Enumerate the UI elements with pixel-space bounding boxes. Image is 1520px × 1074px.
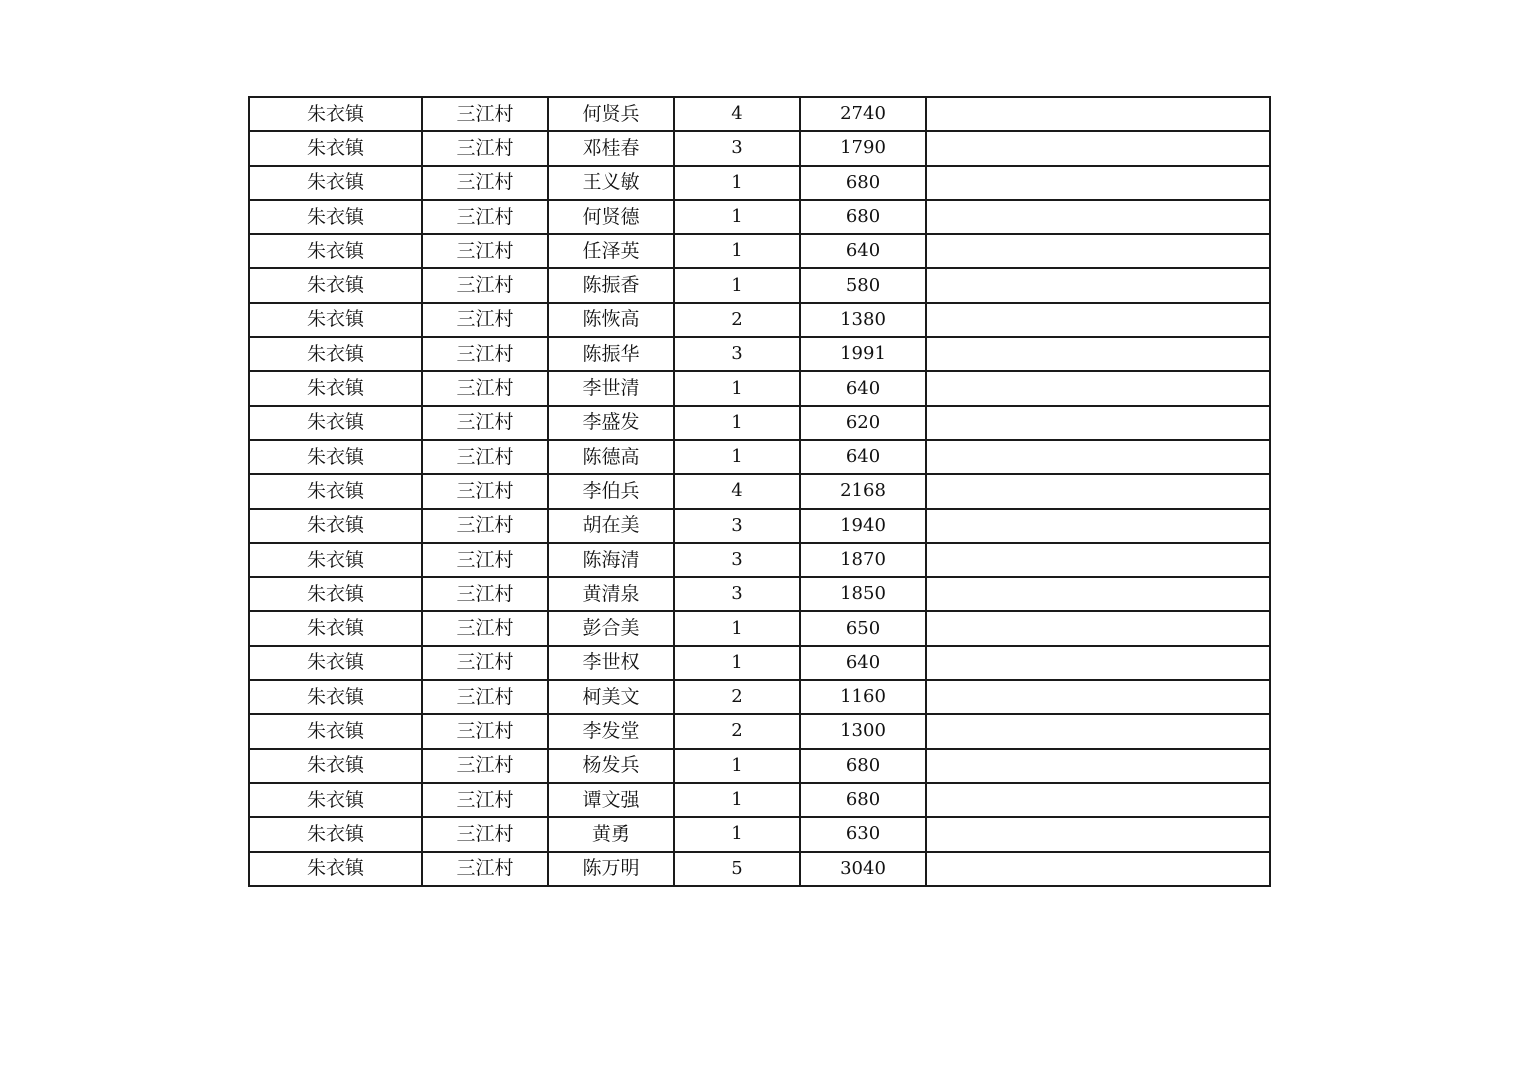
cell-count: 1 bbox=[674, 646, 800, 680]
cell-amount: 650 bbox=[800, 611, 926, 645]
cell-amount: 640 bbox=[800, 440, 926, 474]
cell-count: 4 bbox=[674, 97, 800, 131]
cell-town: 朱衣镇 bbox=[249, 337, 422, 371]
cell-count: 1 bbox=[674, 783, 800, 817]
cell-village: 三江村 bbox=[422, 817, 548, 851]
cell-amount: 640 bbox=[800, 234, 926, 268]
cell-town: 朱衣镇 bbox=[249, 268, 422, 302]
cell-count: 1 bbox=[674, 440, 800, 474]
cell-name: 李发堂 bbox=[548, 714, 674, 748]
cell-note bbox=[926, 371, 1270, 405]
cell-count: 1 bbox=[674, 817, 800, 851]
cell-count: 2 bbox=[674, 680, 800, 714]
cell-village: 三江村 bbox=[422, 268, 548, 302]
cell-village: 三江村 bbox=[422, 406, 548, 440]
cell-name: 杨发兵 bbox=[548, 749, 674, 783]
cell-note bbox=[926, 200, 1270, 234]
data-table bbox=[248, 96, 1271, 887]
cell-name: 黄清泉 bbox=[548, 577, 674, 611]
cell-amount: 1850 bbox=[800, 577, 926, 611]
table-row bbox=[249, 474, 1270, 508]
cell-village: 三江村 bbox=[422, 509, 548, 543]
cell-name: 陈振华 bbox=[548, 337, 674, 371]
cell-village: 三江村 bbox=[422, 234, 548, 268]
cell-count: 1 bbox=[674, 234, 800, 268]
cell-amount: 620 bbox=[800, 406, 926, 440]
table-row bbox=[249, 852, 1270, 886]
cell-count: 1 bbox=[674, 268, 800, 302]
table-row bbox=[249, 371, 1270, 405]
cell-note bbox=[926, 817, 1270, 851]
cell-amount: 680 bbox=[800, 200, 926, 234]
cell-amount: 1870 bbox=[800, 543, 926, 577]
cell-note bbox=[926, 646, 1270, 680]
cell-village: 三江村 bbox=[422, 200, 548, 234]
cell-village: 三江村 bbox=[422, 611, 548, 645]
table-body bbox=[249, 97, 1270, 886]
cell-name: 王义敏 bbox=[548, 166, 674, 200]
cell-amount: 680 bbox=[800, 749, 926, 783]
cell-village: 三江村 bbox=[422, 783, 548, 817]
cell-amount: 1940 bbox=[800, 509, 926, 543]
cell-village: 三江村 bbox=[422, 474, 548, 508]
cell-name: 谭文强 bbox=[548, 783, 674, 817]
table-row bbox=[249, 543, 1270, 577]
table-row bbox=[249, 680, 1270, 714]
cell-town: 朱衣镇 bbox=[249, 234, 422, 268]
cell-name: 李世清 bbox=[548, 371, 674, 405]
cell-amount: 580 bbox=[800, 268, 926, 302]
table-row bbox=[249, 166, 1270, 200]
cell-name: 彭合美 bbox=[548, 611, 674, 645]
cell-village: 三江村 bbox=[422, 131, 548, 165]
cell-note bbox=[926, 577, 1270, 611]
cell-note bbox=[926, 714, 1270, 748]
cell-amount: 680 bbox=[800, 166, 926, 200]
cell-note bbox=[926, 406, 1270, 440]
cell-note bbox=[926, 680, 1270, 714]
cell-note bbox=[926, 97, 1270, 131]
cell-count: 5 bbox=[674, 852, 800, 886]
cell-amount: 680 bbox=[800, 783, 926, 817]
cell-town: 朱衣镇 bbox=[249, 543, 422, 577]
cell-note bbox=[926, 131, 1270, 165]
cell-name: 陈万明 bbox=[548, 852, 674, 886]
cell-note bbox=[926, 749, 1270, 783]
table-row bbox=[249, 440, 1270, 474]
cell-name: 陈振香 bbox=[548, 268, 674, 302]
cell-amount: 1380 bbox=[800, 303, 926, 337]
table-row bbox=[249, 783, 1270, 817]
cell-count: 3 bbox=[674, 509, 800, 543]
cell-village: 三江村 bbox=[422, 749, 548, 783]
cell-note bbox=[926, 474, 1270, 508]
cell-village: 三江村 bbox=[422, 337, 548, 371]
cell-count: 2 bbox=[674, 714, 800, 748]
cell-town: 朱衣镇 bbox=[249, 371, 422, 405]
table-row bbox=[249, 749, 1270, 783]
cell-name: 李盛发 bbox=[548, 406, 674, 440]
cell-name: 何贤兵 bbox=[548, 97, 674, 131]
cell-village: 三江村 bbox=[422, 97, 548, 131]
table-row bbox=[249, 817, 1270, 851]
cell-name: 柯美文 bbox=[548, 680, 674, 714]
cell-count: 1 bbox=[674, 200, 800, 234]
cell-town: 朱衣镇 bbox=[249, 474, 422, 508]
cell-town: 朱衣镇 bbox=[249, 303, 422, 337]
cell-town: 朱衣镇 bbox=[249, 97, 422, 131]
cell-count: 3 bbox=[674, 577, 800, 611]
cell-amount: 630 bbox=[800, 817, 926, 851]
cell-note bbox=[926, 852, 1270, 886]
cell-village: 三江村 bbox=[422, 371, 548, 405]
table-row bbox=[249, 714, 1270, 748]
cell-count: 1 bbox=[674, 166, 800, 200]
cell-village: 三江村 bbox=[422, 577, 548, 611]
cell-name: 邓桂春 bbox=[548, 131, 674, 165]
cell-amount: 2740 bbox=[800, 97, 926, 131]
cell-town: 朱衣镇 bbox=[249, 166, 422, 200]
cell-town: 朱衣镇 bbox=[249, 817, 422, 851]
cell-name: 陈德高 bbox=[548, 440, 674, 474]
cell-village: 三江村 bbox=[422, 303, 548, 337]
table-row bbox=[249, 406, 1270, 440]
cell-count: 1 bbox=[674, 749, 800, 783]
cell-amount: 640 bbox=[800, 371, 926, 405]
cell-town: 朱衣镇 bbox=[249, 783, 422, 817]
table-row bbox=[249, 234, 1270, 268]
cell-name: 任泽英 bbox=[548, 234, 674, 268]
table-row bbox=[249, 337, 1270, 371]
cell-amount: 1160 bbox=[800, 680, 926, 714]
cell-amount: 1300 bbox=[800, 714, 926, 748]
cell-note bbox=[926, 611, 1270, 645]
cell-amount: 2168 bbox=[800, 474, 926, 508]
table-row bbox=[249, 200, 1270, 234]
cell-town: 朱衣镇 bbox=[249, 509, 422, 543]
cell-note bbox=[926, 509, 1270, 543]
cell-village: 三江村 bbox=[422, 166, 548, 200]
cell-town: 朱衣镇 bbox=[249, 406, 422, 440]
cell-village: 三江村 bbox=[422, 646, 548, 680]
cell-note bbox=[926, 234, 1270, 268]
table-row bbox=[249, 611, 1270, 645]
cell-amount: 1790 bbox=[800, 131, 926, 165]
cell-town: 朱衣镇 bbox=[249, 646, 422, 680]
table-row bbox=[249, 509, 1270, 543]
cell-note bbox=[926, 337, 1270, 371]
cell-town: 朱衣镇 bbox=[249, 749, 422, 783]
cell-town: 朱衣镇 bbox=[249, 577, 422, 611]
table-row bbox=[249, 646, 1270, 680]
cell-village: 三江村 bbox=[422, 543, 548, 577]
cell-name: 陈海清 bbox=[548, 543, 674, 577]
cell-village: 三江村 bbox=[422, 440, 548, 474]
cell-name: 胡在美 bbox=[548, 509, 674, 543]
cell-count: 4 bbox=[674, 474, 800, 508]
cell-town: 朱衣镇 bbox=[249, 131, 422, 165]
cell-name: 李伯兵 bbox=[548, 474, 674, 508]
cell-count: 3 bbox=[674, 131, 800, 165]
cell-count: 3 bbox=[674, 337, 800, 371]
cell-town: 朱衣镇 bbox=[249, 611, 422, 645]
cell-village: 三江村 bbox=[422, 680, 548, 714]
cell-town: 朱衣镇 bbox=[249, 680, 422, 714]
cell-note bbox=[926, 783, 1270, 817]
cell-town: 朱衣镇 bbox=[249, 200, 422, 234]
cell-name: 何贤德 bbox=[548, 200, 674, 234]
cell-count: 1 bbox=[674, 371, 800, 405]
cell-amount: 1991 bbox=[800, 337, 926, 371]
cell-name: 陈恢高 bbox=[548, 303, 674, 337]
table-row bbox=[249, 268, 1270, 302]
cell-town: 朱衣镇 bbox=[249, 852, 422, 886]
cell-note bbox=[926, 268, 1270, 302]
cell-name: 李世权 bbox=[548, 646, 674, 680]
table-row bbox=[249, 303, 1270, 337]
cell-name: 黄勇 bbox=[548, 817, 674, 851]
cell-note bbox=[926, 543, 1270, 577]
cell-count: 2 bbox=[674, 303, 800, 337]
cell-town: 朱衣镇 bbox=[249, 440, 422, 474]
cell-count: 1 bbox=[674, 611, 800, 645]
cell-village: 三江村 bbox=[422, 852, 548, 886]
table-row bbox=[249, 131, 1270, 165]
cell-note bbox=[926, 166, 1270, 200]
cell-note bbox=[926, 303, 1270, 337]
cell-note bbox=[926, 440, 1270, 474]
table-row bbox=[249, 97, 1270, 131]
cell-count: 3 bbox=[674, 543, 800, 577]
cell-village: 三江村 bbox=[422, 714, 548, 748]
table-row bbox=[249, 577, 1270, 611]
cell-amount: 3040 bbox=[800, 852, 926, 886]
cell-town: 朱衣镇 bbox=[249, 714, 422, 748]
cell-amount: 640 bbox=[800, 646, 926, 680]
cell-count: 1 bbox=[674, 406, 800, 440]
